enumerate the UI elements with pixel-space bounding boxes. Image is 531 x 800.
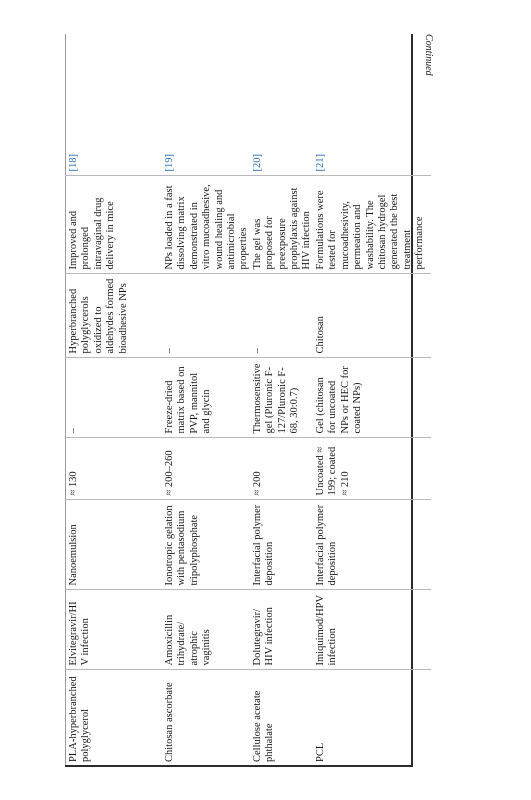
polymer-cell: PLA-hyperbranched polyglycerol: [65, 670, 163, 766]
method-cell: Interfacial polymer deposition: [251, 500, 314, 590]
reference-link[interactable]: [18]: [68, 154, 79, 172]
continued-note: [414, 34, 440, 84]
method-cell: Interfacial polymer deposition: [314, 500, 431, 590]
table-row: [251, 32, 314, 766]
polymer-cell: Chitosan ascorbate: [163, 670, 251, 766]
method-cell: Ionotropic gelation with pentasodium tripolyphosphate: [163, 500, 251, 590]
nanoparticle-table: [65, 32, 431, 766]
size-cell: Uncoated ≈ 199; coated ≈ 210: [314, 438, 431, 500]
outcome-cell: Improved and prolonged intravaginal drug delivery in mice: [65, 176, 163, 274]
continued-label: Continued: [423, 34, 434, 76]
drug-disease-cell: Imiquimod/HPV infection: [314, 590, 431, 670]
drug-disease-cell: Dolutegravir/ HIV infection: [251, 590, 314, 670]
method-cell: Nanoemulsion: [65, 500, 163, 590]
polymer-cell: Cellulose acetate phthalate: [251, 670, 314, 766]
coating-cell: –: [163, 274, 251, 358]
size-cell: ≈ 200–260: [163, 438, 251, 500]
coating-cell: Chitosan: [314, 274, 431, 358]
reference-link[interactable]: [20]: [251, 154, 263, 172]
formulation-cell: Freeze-dried matrix based on PVP, mannitol and glycin: [163, 358, 251, 438]
coating-cell: –: [251, 274, 314, 358]
outcome-cell: Formulations were tested for mucoadhesivity, permeation and washability. The chitosan hydrogel generated the best treatment performance: [314, 176, 431, 274]
formulation-cell: Gel (chitosan for uncoated NPs or HEC for coated NPs): [314, 358, 431, 438]
reference-link[interactable]: [21]: [314, 154, 326, 172]
outcome-cell: NPs loaded in a fast dissolving matrix demonstrated in vitro mucoadhesive, wound healing and antimicrobial properties: [163, 176, 251, 274]
table-bottom-rule: [65, 765, 412, 767]
formulation-cell: –: [65, 358, 163, 438]
table-row: [163, 32, 251, 766]
rotated-table-container: [65, 32, 426, 766]
drug-disease-cell: Amoxicillin trihydrate/ atrophic vaginitis: [163, 590, 251, 670]
coating-cell: Hyperbranched polyglycerols oxidized to aldehydes formed bioadhesive NPs: [65, 274, 163, 358]
table-row: [314, 32, 431, 766]
outcome-cell: The gel was proposed for preexposure prophylaxis against HIV infection: [251, 176, 314, 274]
size-cell: ≈ 200: [251, 438, 314, 500]
reference-link[interactable]: [19]: [164, 154, 175, 172]
drug-disease-cell: Elvitegravir/HIV infection: [65, 590, 163, 670]
size-cell: ≈ 130: [65, 438, 163, 500]
polymer-cell: PCL: [314, 670, 431, 766]
formulation-cell: Thermosensitive gel (Pluronic F-127/Pluronic F-68, 30:0.7): [251, 358, 314, 438]
table-row: [65, 32, 163, 766]
